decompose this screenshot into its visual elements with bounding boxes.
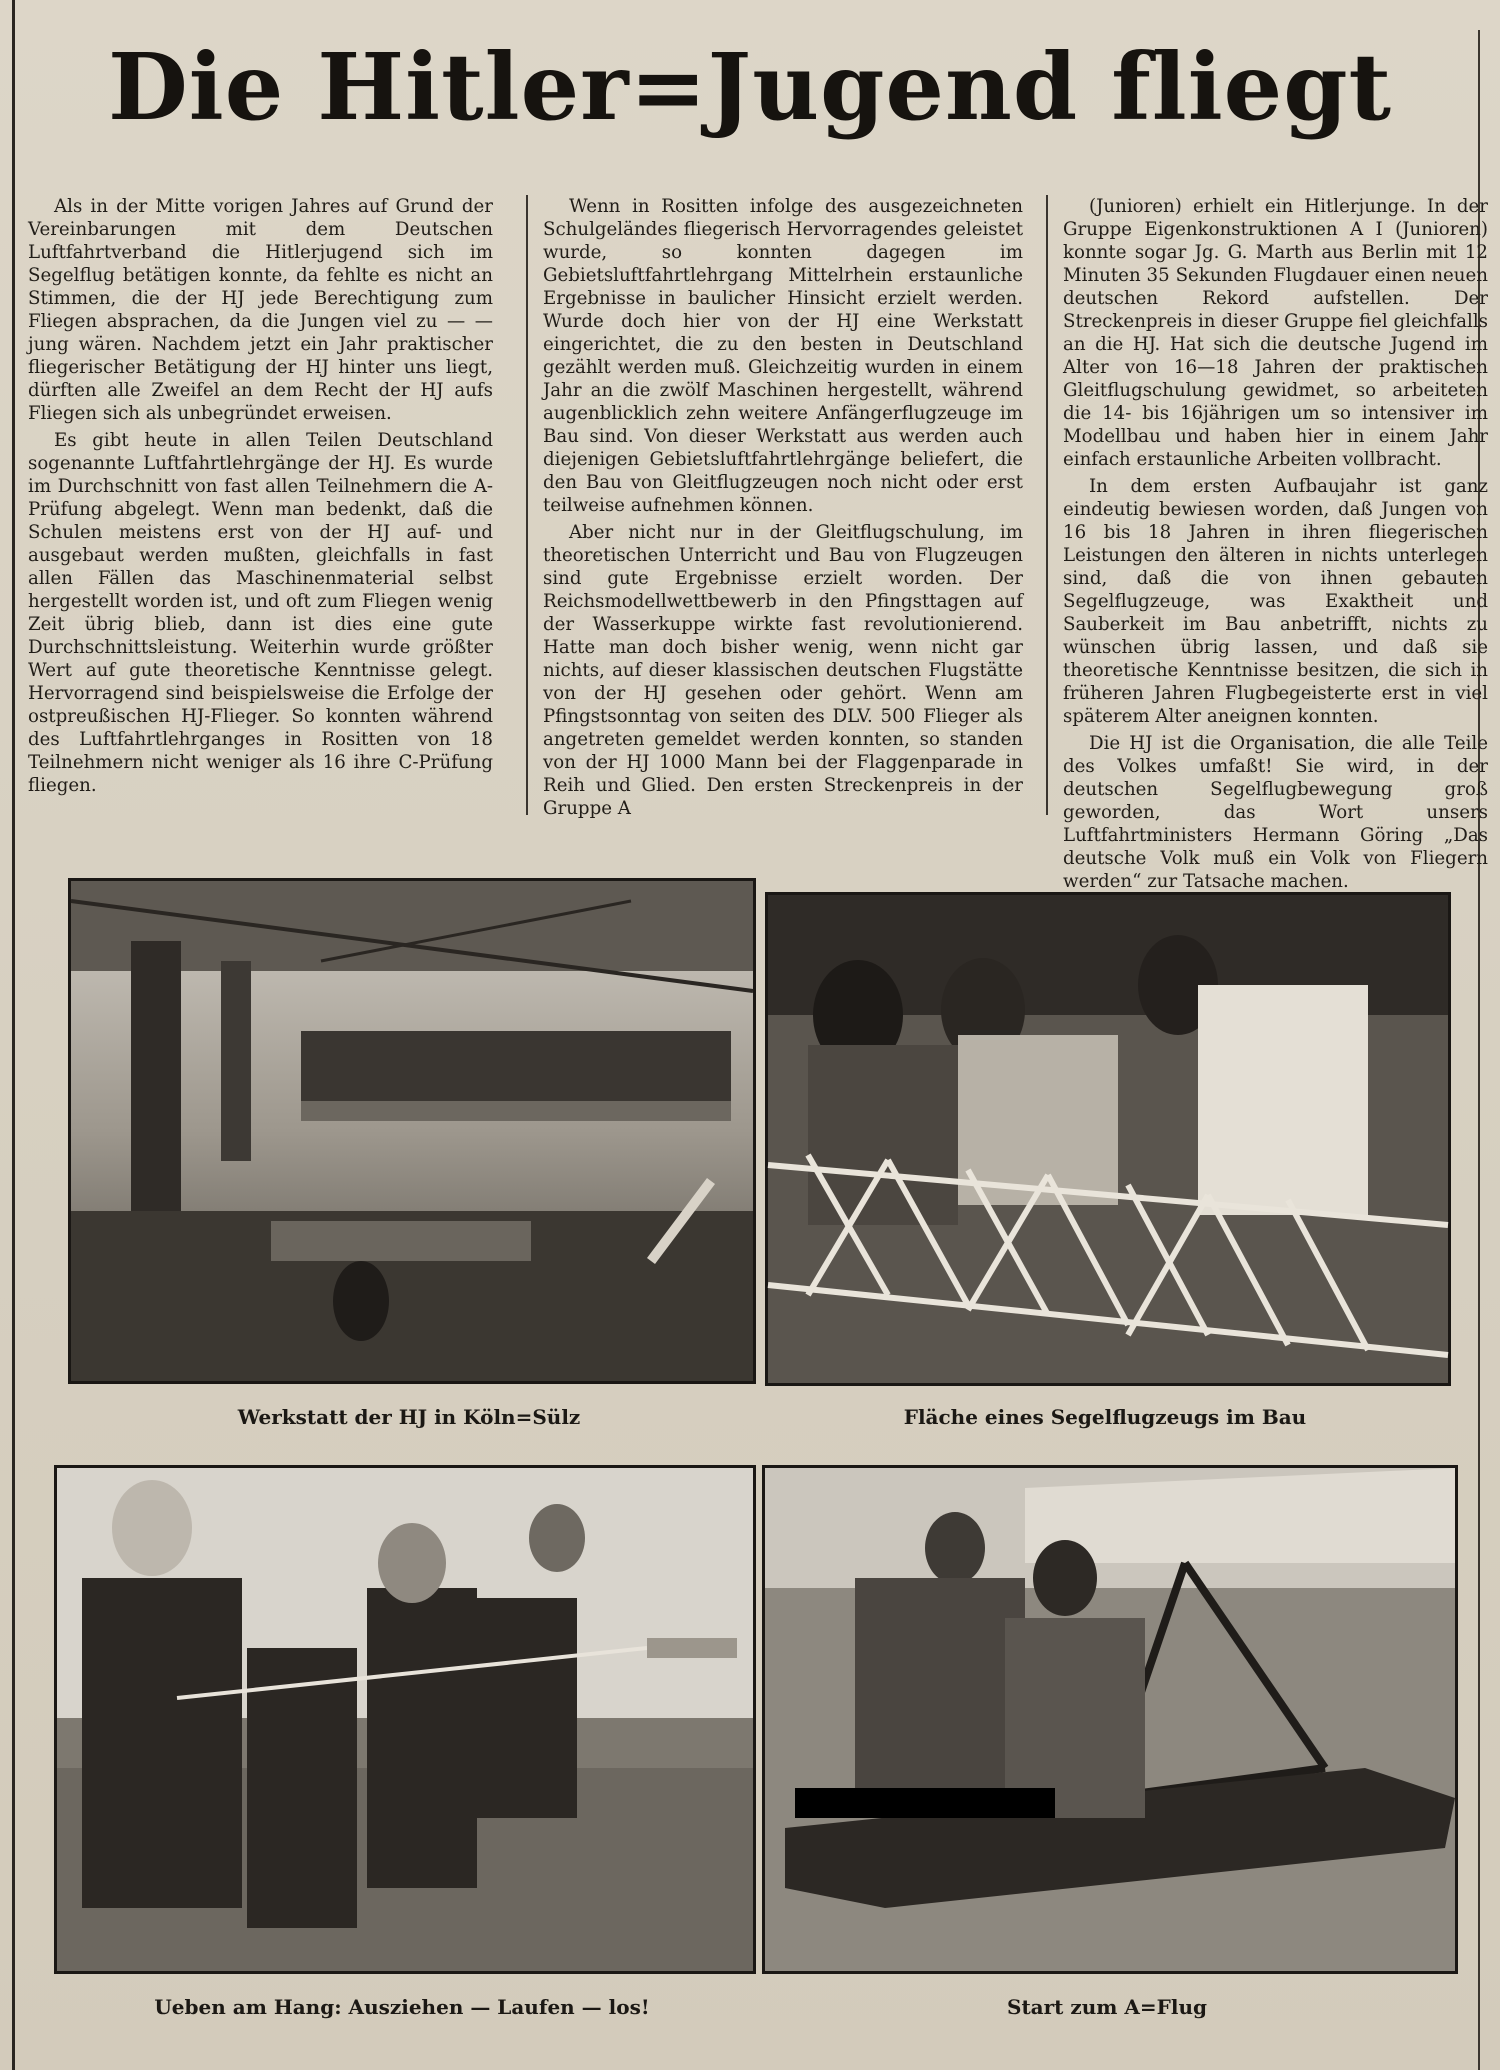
- photo-caption: Ueben am Hang: Ausziehen — Laufen — los!: [154, 1995, 650, 2019]
- photo-slope-practice: [54, 1465, 756, 1974]
- paragraph: (Junioren) erhielt ein Hitlerjunge. In der Gruppe Eigenkonstruktionen A I (Junioren) konnte sogar Jg. G. Marth aus Berlin mit 12 Minuten 35 Sekunden Flugdauer einen neuen deutschen Rekord aufstellen. Der Streckenpreis in dieser Gruppe fiel gleichfalls an die HJ. Hat sich die deutsche Jugend im Alter von 16—18 Jahren der praktischen Gleitflugschulung gewidmet, so arbeiteten die 14- bis 16jährigen um so intensiver im Modellbau und haben hier in einem Jahr einfach erstaunliche Arbeiten vollbracht.: [1063, 196, 1488, 470]
- article-column-3: [1063, 195, 1488, 892]
- paragraph: Es gibt heute in allen Teilen Deutschland sogenannte Luftfahrtlehrgänge der HJ. Es wurde im Durchschnitt von fast allen Teilnehmern die A-Prüfung abgelegt. Wenn man bedenkt, daß die Schulen meistens erst von der HJ auf- und ausgebaut werden mußten, gleichfalls in fast allen Fällen das Maschinenmaterial selbst hergestellt worden ist, und oft zum Fliegen wenig Zeit übrig blieb, dann ist dies eine gute Durchschnittsleistung. Weiterhin wurde größter Wert auf gute theoretische Kenntnisse gelegt. Hervorragend sind beispielsweise die Erfolge der ostpreußischen HJ-Flieger. So konnten während des Luftfahrtlehrganges in Rositten von 18 Teilnehmern nicht weniger als 16 ihre C-Prüfung fliegen.: [28, 430, 493, 796]
- photo-glider-wing: [765, 892, 1451, 1386]
- photo-glider-start: [762, 1465, 1458, 1974]
- paragraph: In dem ersten Aufbaujahr ist ganz eindeutig bewiesen worden, daß Jungen von 16 bis 18 Jahren in ihren fliegerischen Leistungen den älteren in nichts unterlegen sind, daß die von ihnen gebauten Segelflugzeuge, was Exaktheit und Sauberkeit im Bau anbetrifft, nichts zu wünschen übrig lassen, und daß sie theoretische Kenntnisse besitzen, die sich in früheren Jahren Flugbegeisterte erst in viel späterem Alter aneignen konnten.: [1063, 476, 1488, 727]
- article-column-1: [28, 195, 493, 825]
- left-border-rule: [12, 0, 15, 2070]
- headline: Die Hitler=Jugend fliegt: [107, 33, 1393, 141]
- paragraph: Die HJ ist die Organisation, die alle Teile des Volkes umfaßt! Sie wird, in der deutschen Segelflugbewegung groß geworden, das Wort unsers Luftfahrtministers Hermann Göring „Das deutsche Volk muß ein Volk von Fliegern werden“ zur Tatsache machen.: [1063, 733, 1488, 892]
- photo-workshop: [68, 878, 756, 1384]
- article-column-2: [543, 195, 1023, 825]
- paragraph: Wenn in Rositten infolge des ausgezeichneten Schulgeländes fliegerisch Hervorragendes geleistet wurde, so konnten dagegen im Gebietsluftfahrtlehrgang Mittelrhein erstaunliche Ergebnisse in baulicher Hinsicht erzielt werden. Wurde doch hier von der HJ eine Werkstatt eingerichtet, die zu den besten in Deutschland gezählt werden muß. Gleichzeitig wurden in einem Jahr an die zwölf Maschinen hergestellt, während augenblicklich zehn weitere Anfängerflugzeuge im Bau sind. Von dieser Werkstatt aus werden auch diejenigen Gebietsluftfahrtlehrgänge beliefert, die den Bau von Gleitflugzeugen noch nicht oder erst teilweise aufnehmen können.: [543, 196, 1023, 516]
- paragraph: Aber nicht nur in der Gleitflugschulung, im theoretischen Unterricht und Bau von Flugzeugen sind gute Ergebnisse erzielt worden. Der Reichsmodellwettbewerb in den Pfingsttagen auf der Wasserkuppe wirkte fast revolutionierend. Hatte man doch bisher wenig, wenn nicht gar nichts, auf dieser klassischen deutschen Flugstätte von der HJ gesehen oder gehört. Wenn am Pfingstsonntag von seiten des DLV. 500 Flieger als angetreten gemeldet werden konnten, so standen von der HJ 1000 Mann bei der Flaggenparade in Reih und Glied. Den ersten Streckenpreis in der Gruppe A: [543, 522, 1023, 819]
- photo-caption: Werkstatt der HJ in Köln=Sülz: [237, 1405, 581, 1429]
- article-body: [28, 195, 1488, 892]
- photo-caption: Start zum A=Flug: [1007, 1995, 1207, 2019]
- photo-caption: Fläche eines Segelflugzeugs im Bau: [903, 1405, 1307, 1429]
- paragraph: Als in der Mitte vorigen Jahres auf Grund der Vereinbarungen mit dem Deutschen Luftfahrtverband die Hitlerjugend sich im Segelflug betätigen konnte, da fehlte es nicht an Stimmen, die der HJ jede Berechtigung zum Fliegen absprachen, da die Jungen viel zu — — jung wären. Nachdem jetzt ein Jahr praktischer fliegerischer Betätigung der HJ hinter uns liegt, dürften alle Zweifel an dem Recht der HJ aufs Fliegen sich als unbegründet erweisen.: [28, 196, 493, 424]
